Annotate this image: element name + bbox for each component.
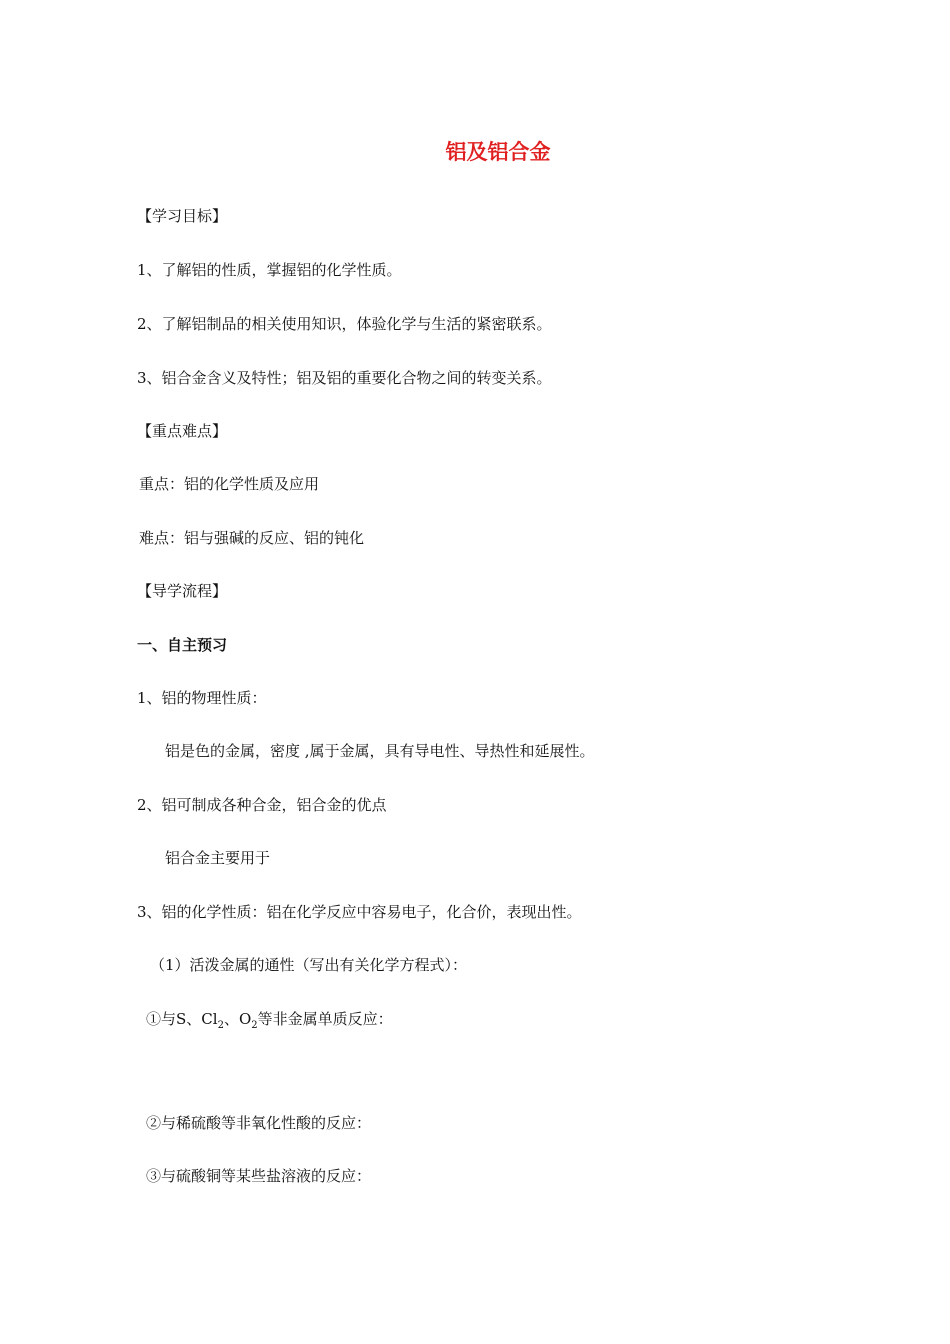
document-title: 铝及铝合金 bbox=[445, 140, 551, 164]
objective-item-3: 3、铝合金含义及特性；铝及铝的重要化合物之间的转变关系。 bbox=[137, 369, 552, 387]
question-3: 3、铝的化学性质：铝在化学反应中容易电子，化合价，表现出性。 bbox=[137, 903, 582, 921]
reaction-item-2: ②与稀硫酸等非氧化性酸的反应： bbox=[146, 1114, 372, 1132]
section-key-points-heading: 【重点难点】 bbox=[137, 422, 228, 440]
section-objectives-heading: 【学习目标】 bbox=[137, 207, 228, 225]
difficult-point-text: 难点：铝与强碱的反应、铝的钝化 bbox=[139, 529, 365, 547]
question-3-sub-1: （1）活泼金属的通性（写出有关化学方程式）： bbox=[150, 956, 468, 974]
reaction-item-3: ③与硫酸铜等某些盐溶液的反应： bbox=[146, 1167, 372, 1185]
objective-item-2: 2、了解铝制品的相关使用知识，体验化学与生活的紧密联系。 bbox=[137, 315, 552, 333]
reaction-item-1-mid: 、O bbox=[223, 1010, 252, 1028]
question-2-detail: 铝合金主要用于 bbox=[165, 849, 271, 867]
subscript-o-2: 2 bbox=[251, 1020, 258, 1031]
question-1: 1、铝的物理性质： bbox=[137, 689, 267, 707]
key-point-text: 重点：铝的化学性质及应用 bbox=[139, 475, 320, 493]
section-process-heading: 【导学流程】 bbox=[137, 582, 228, 600]
reaction-item-1 bbox=[146, 1009, 393, 1029]
question-2: 2、铝可制成各种合金，铝合金的优点 bbox=[137, 796, 387, 814]
subscript-cl-2: 2 bbox=[217, 1020, 224, 1031]
reaction-item-1-suffix: 等非金属单质反应： bbox=[257, 1010, 393, 1028]
question-1-detail: 铝是色的金属，密度 ,属于金属，具有导电性、导热性和延展性。 bbox=[165, 742, 595, 760]
part-one-heading: 一、自主预习 bbox=[137, 636, 228, 654]
objective-item-1: 1、了解铝的性质，掌握铝的化学性质。 bbox=[137, 261, 402, 279]
reaction-item-1-prefix: ①与S、Cl bbox=[146, 1010, 218, 1028]
